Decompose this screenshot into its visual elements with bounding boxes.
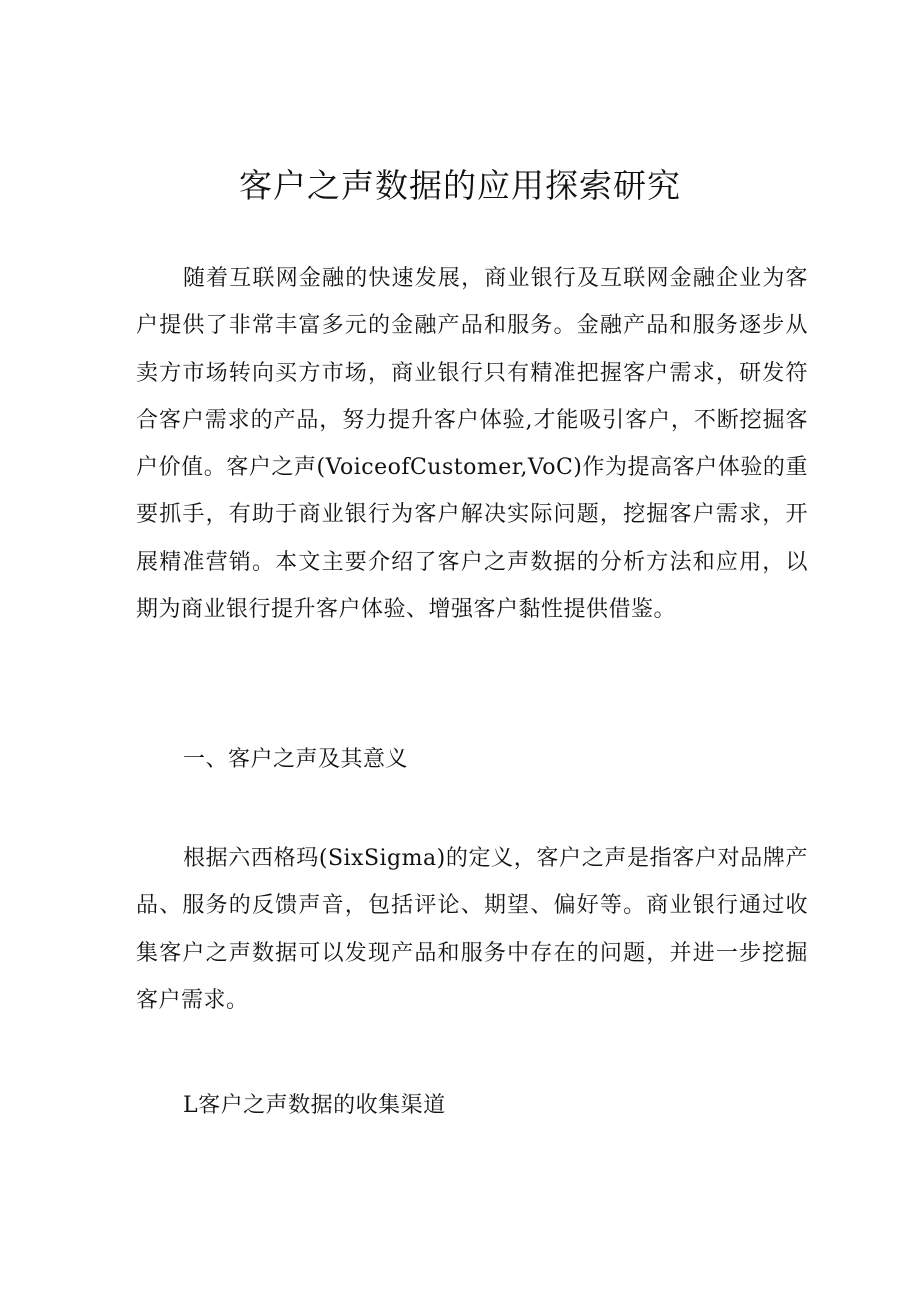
section-heading-1: 一、客户之声及其意义 <box>183 747 409 772</box>
subsection-heading-1: L客户之声数据的收集渠道 <box>183 1093 446 1118</box>
definition-paragraph: 根据六西格玛(SixSigma)的定义，客户之声是指客户对品牌产品、服务的反馈声音，包括评论、期望、偏好等。商业银行通过收集客户之声数据可以发现产品和服务中存在的问题，并进一步挖掘客户需求。 <box>136 846 808 1013</box>
document-title: 客户之声数据的应用探索研究 <box>239 166 681 205</box>
intro-paragraph: 随着互联网金融的快速发展，商业银行及互联网金融企业为客户提供了非常丰富多元的金融产品和服务。金融产品和服务逐步从卖方市场转向买方市场，商业银行只有精准把握客户需求，研发符合客户需求的产品，努力提升客户体验,才能吸引客户，不断挖掘客户价值。客户之声(VoiceofCustomer,VoC)作为提高客户体验的重要抓手，有助于商业银行为客户解决实际问题，挖掘客户需求，开展精准营销。本文主要介绍了客户之声数据的分析方法和应用，以期为商业银行提升客户体验、增强客户黏性提供借鉴。 <box>136 266 808 623</box>
